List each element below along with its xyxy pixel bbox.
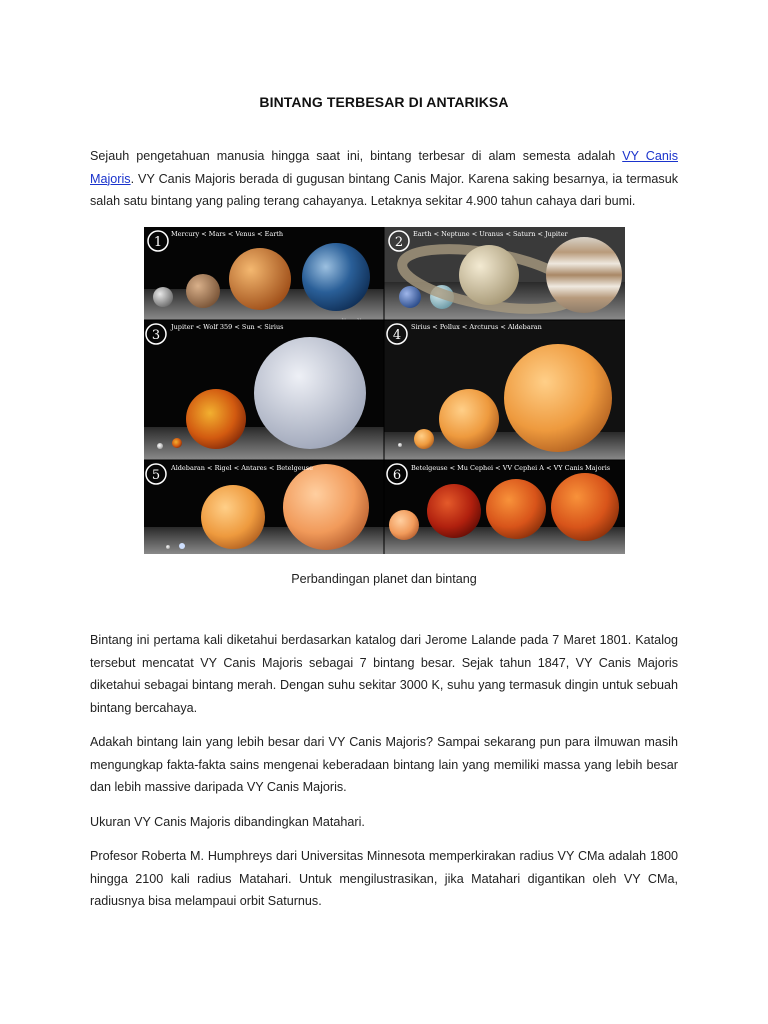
vy-canis-majoris-link[interactable]: VY Canis Majoris xyxy=(90,149,678,186)
betelgeuse-sphere xyxy=(283,464,369,550)
neptune-sphere xyxy=(399,286,421,308)
wolf-359-sphere xyxy=(172,438,182,448)
betelgeuse-small-sphere xyxy=(389,510,419,540)
mercury-sphere xyxy=(153,287,173,307)
earth-sphere xyxy=(302,243,370,311)
panel-6-number: 6 xyxy=(392,468,402,483)
panel-6 xyxy=(384,460,625,554)
paragraph-radius: Profesor Roberta M. Humphreys dari Universitas Minnesota memperkirakan radius VY CMa adalah 1800 hingga 2100 kali radius Matahari. Untuk mengilustrasikan, jika Matahari digantikan oleh VY CMa, radiusnya bisa melampaui orbit Saturnus. xyxy=(90,849,678,908)
saturn-sphere xyxy=(459,245,519,305)
aldebaran-small-sphere xyxy=(166,545,170,549)
jupiter-small-sphere xyxy=(157,443,163,449)
panel-2-caption: Earth < Neptune < Uranus < Saturn < Jupiter xyxy=(413,230,568,238)
vv-cephei-a-sphere xyxy=(486,479,546,539)
panel-5-caption: Aldebaran < Rigel < Antares < Betelgeuse xyxy=(171,464,313,472)
antares-sphere xyxy=(201,485,265,549)
rigel-sphere xyxy=(179,543,185,549)
arcturus-sphere xyxy=(439,389,499,449)
sirius-small-sphere xyxy=(398,443,402,447)
panel-3-caption: Jupiter < Wolf 359 < Sun < Sirius xyxy=(171,323,284,331)
venus-sphere xyxy=(229,248,291,310)
intro-text-start: Sejauh pengetahuan manusia hingga saat ini, bintang terbesar di alam semesta adalah xyxy=(90,149,623,163)
paragraph-size-heading: Ukuran VY Canis Majoris dibandingkan Matahari. xyxy=(90,815,365,829)
sirius-sphere xyxy=(254,337,366,449)
panel-4 xyxy=(384,320,625,460)
jupiter-sphere xyxy=(546,237,622,313)
panel-5 xyxy=(144,460,384,554)
panel-2 xyxy=(384,227,625,320)
panel-1-caption: Mercury < Mars < Venus < Earth xyxy=(171,230,284,238)
planet-star-comparison-figure xyxy=(144,227,625,554)
aldebaran-sphere xyxy=(504,344,612,452)
panel-2-number: 2 xyxy=(394,235,404,250)
panel-3-number: 3 xyxy=(151,328,161,343)
vy-canis-majoris-sphere xyxy=(551,473,619,541)
panel-5-number: 5 xyxy=(151,468,161,483)
mu-cephei-sphere xyxy=(427,484,481,538)
panel-4-caption: Sirius < Pollux < Arcturus < Aldebaran xyxy=(411,323,542,331)
panel-1-number: 1 xyxy=(153,235,163,250)
panel-4-number: 4 xyxy=(392,328,402,343)
page-title: BINTANG TERBESAR DI ANTARIKSA xyxy=(259,94,509,110)
paragraph-question: Adakah bintang lain yang lebih besar dari VY Canis Majoris? Sampai sekarang pun para ilmuwan masih mengungkap fakta-fakta sains mengenai keberadaan bintang lain yang memiliki massa yang lebih besar dan lebih massive daripada VY Canis Majoris. xyxy=(90,735,678,794)
intro-text-end: . VY Canis Majoris berada di gugusan bintang Canis Major. Karena saking besarnya, ia termasuk salah satu bintang yang paling terang cahayanya. Letaknya sekitar 4.900 tahun cahaya dari bumi. xyxy=(90,171,678,208)
panel-1 xyxy=(144,227,384,326)
intro-paragraph xyxy=(90,145,678,213)
mars-sphere xyxy=(186,274,220,308)
panel-3 xyxy=(144,320,384,460)
paragraph-history: Bintang ini pertama kali diketahui berdasarkan katalog dari Jerome Lalande pada 7 Maret 1801. Katalog tersebut mencatat VY Canis Majoris sebagai 7 bintang besar. Sejak tahun 1847, VY Canis Majoris diketahui sebagai bintang merah. Dengan suhu sekitar 3000 K, suhu yang termasuk dingin untuk sebuah bintang bercahaya. xyxy=(90,633,678,715)
pollux-sphere xyxy=(414,429,434,449)
figure-caption: Perbandingan planet dan bintang xyxy=(291,572,477,586)
panel-6-caption: Betelgeuse < Mu Cephei < VV Cephei A < VY Canis Majoris xyxy=(411,464,611,472)
sun-sphere xyxy=(186,389,246,449)
